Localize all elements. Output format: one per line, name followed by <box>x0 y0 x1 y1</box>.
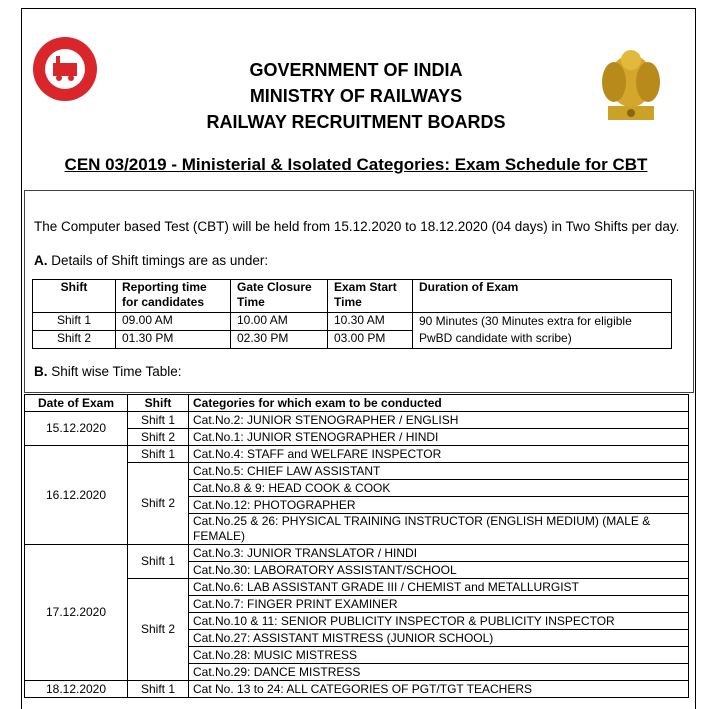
cell-date: 16.12.2020 <box>25 446 128 545</box>
cell-date: 15.12.2020 <box>25 412 128 446</box>
cell-category: Cat.No.12: PHOTOGRAPHER <box>189 497 689 514</box>
table-row <box>25 545 689 562</box>
section-a-heading <box>34 253 268 268</box>
cell-shift: Shift 2 <box>128 579 189 681</box>
cell-reporting: 01.30 PM <box>116 331 231 349</box>
cell-shift: Shift 1 <box>128 446 189 463</box>
col-exam-start: Exam Start Time <box>328 280 413 313</box>
table-row <box>25 681 689 698</box>
cell-shift: Shift 1 <box>33 313 116 331</box>
cell-reporting: 09.00 AM <box>116 313 231 331</box>
col-duration: Duration of Exam <box>413 280 672 313</box>
section-b-heading <box>34 364 182 379</box>
cell-category: Cat.No.5: CHIEF LAW ASSISTANT <box>189 463 689 480</box>
cell-category: Cat.No.2: JUNIOR STENOGRAPHER / ENGLISH <box>189 412 689 429</box>
col-reporting: Reporting time for candidates <box>116 280 231 313</box>
cell-category: Cat.No.1: JUNIOR STENOGRAPHER / HINDI <box>189 429 689 446</box>
col-date: Date of Exam <box>25 395 128 412</box>
table-header-row <box>33 280 672 313</box>
intro-paragraph: The Computer based Test (CBT) will be held from 15.12.2020 to 18.12.2020 (04 days) in Two Shifts per day. <box>34 219 680 234</box>
cell-duration: 90 Minutes (30 Minutes extra for eligible PwBD candidate with scribe) <box>413 313 672 349</box>
shift-wise-timetable <box>24 394 689 698</box>
cell-category: Cat.No.28: MUSIC MISTRESS <box>189 647 689 664</box>
section-b-text: Shift wise Time Table: <box>47 364 182 379</box>
notice-title: CEN 03/2019 - Ministerial & Isolated Categories: Exam Schedule for CBT <box>64 155 648 174</box>
section-b-letter: B. <box>34 364 48 379</box>
section-a-letter: A. <box>34 253 48 268</box>
col-shift: Shift <box>128 395 189 412</box>
cell-start: 10.30 AM <box>328 313 413 331</box>
table-row <box>25 412 689 429</box>
cell-category: Cat.No.8 & 9: HEAD COOK & COOK <box>189 480 689 497</box>
cell-shift: Shift 1 <box>128 681 189 698</box>
header-boards: RAILWAY RECRUITMENT BOARDS <box>206 112 506 132</box>
cell-category: Cat.No.4: STAFF and WELFARE INSPECTOR <box>189 446 689 463</box>
cell-category: Cat.No.29: DANCE MISTRESS <box>189 664 689 681</box>
table-row <box>33 313 672 331</box>
col-gate-closure: Gate Closure Time <box>231 280 328 313</box>
cell-shift: Shift 2 <box>128 429 189 446</box>
cell-category: Cat.No.27: ASSISTANT MISTRESS (JUNIOR SCHOOL) <box>189 630 689 647</box>
table-row <box>25 446 689 463</box>
shift-timings-table <box>32 279 672 349</box>
cell-category: Cat.No.30: LABORATORY ASSISTANT/SCHOOL <box>189 562 689 579</box>
col-categories: Categories for which exam to be conducted <box>189 395 689 412</box>
header-ministry: MINISTRY OF RAILWAYS <box>249 86 463 106</box>
cell-shift: Shift 1 <box>128 412 189 429</box>
cell-shift: Shift 1 <box>128 545 189 579</box>
cell-shift: Shift 2 <box>128 463 189 545</box>
cell-category: Cat.No.6: LAB ASSISTANT GRADE III / CHEMIST and METALLURGIST <box>189 579 689 596</box>
cell-date: 17.12.2020 <box>25 545 128 681</box>
cell-gate: 02.30 PM <box>231 331 328 349</box>
header-government: GOVERNMENT OF INDIA <box>249 60 463 80</box>
cell-shift: Shift 2 <box>33 331 116 349</box>
cell-category: Cat.No.10 & 11: SENIOR PUBLICITY INSPECTOR & PUBLICITY INSPECTOR <box>189 613 689 630</box>
section-a-text: Details of Shift timings are as under: <box>47 253 269 268</box>
cell-date: 18.12.2020 <box>25 681 128 698</box>
cell-category: Cat.No.3: JUNIOR TRANSLATOR / HINDI <box>189 545 689 562</box>
table-header-row <box>25 395 689 412</box>
cell-start: 03.00 PM <box>328 331 413 349</box>
cell-gate: 10.00 AM <box>231 313 328 331</box>
cell-category: Cat.No.25 & 26: PHYSICAL TRAINING INSTRUCTOR (ENGLISH MEDIUM) (MALE & FEMALE) <box>189 514 689 545</box>
cell-category: Cat No. 13 to 24: ALL CATEGORIES OF PGT/TGT TEACHERS <box>189 681 689 698</box>
col-shift: Shift <box>33 280 116 313</box>
cell-category: Cat.No.7: FINGER PRINT EXAMINER <box>189 596 689 613</box>
